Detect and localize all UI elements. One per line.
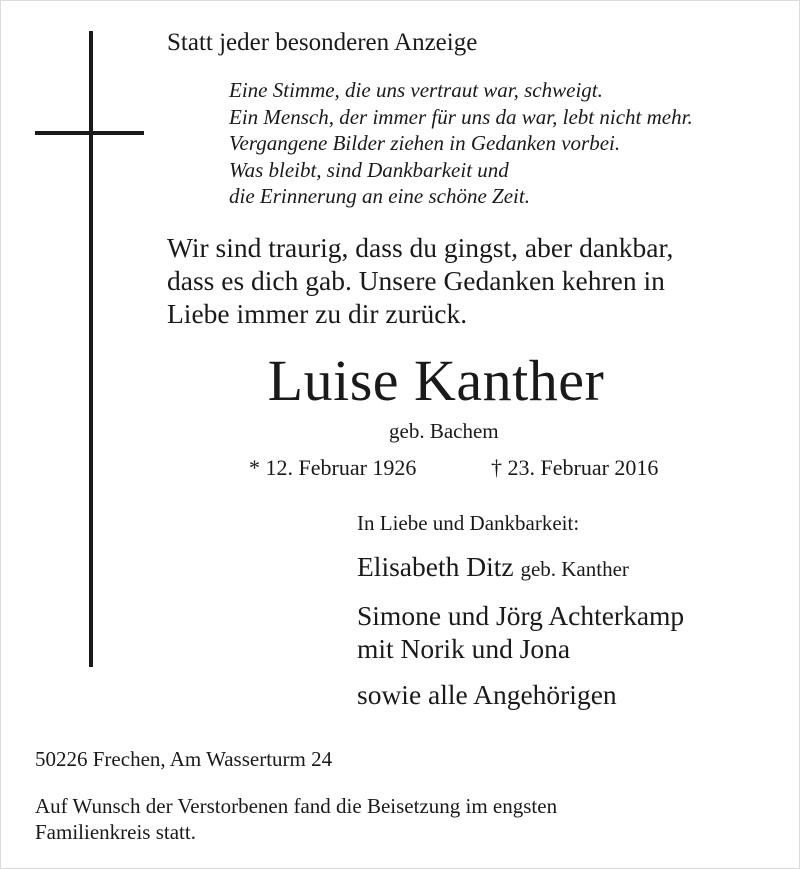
- notice-heading: Statt jeder besonderen Anzeige: [167, 29, 478, 56]
- message-line: Liebe immer zu dir zurück.: [167, 298, 468, 329]
- poem-line: Ein Mensch, der immer für uns da war, lebt nicht mehr.: [229, 104, 693, 129]
- poem-line: Was bleibt, sind Dankbarkeit und: [229, 157, 509, 182]
- notice-line: Auf Wunsch der Verstorbenen fand die Beisetzung im engsten: [35, 794, 558, 818]
- memorial-poem: [229, 77, 693, 210]
- mourner-simone-joerg: [357, 599, 684, 665]
- burial-notice: [35, 793, 557, 845]
- deceased-name: Luise Kanther: [267, 348, 605, 413]
- mourner-name: Elisabeth Ditz: [357, 551, 514, 582]
- poem-line: Vergangene Bilder ziehen in Gedanken vorbei.: [229, 131, 621, 155]
- cross-icon-crossbar: [35, 131, 144, 135]
- dedication-line: In Liebe und Dankbarkeit:: [357, 511, 580, 535]
- poem-line: die Erinnerung an eine schöne Zeit.: [229, 184, 530, 208]
- poem-line: Eine Stimme, die uns vertraut war, schweigt.: [229, 78, 603, 102]
- birth-date: * 12. Februar 1926: [249, 455, 417, 480]
- address-line: 50226 Frechen, Am Wasserturm 24: [35, 747, 333, 771]
- mourner-line: Simone und Jörg Achterkamp: [357, 600, 685, 631]
- notice-line: Familienkreis statt.: [35, 820, 196, 844]
- mourner-note: geb. Kanther: [520, 557, 629, 581]
- farewell-message: [167, 231, 673, 330]
- mourner-line: mit Norik und Jona: [357, 633, 571, 664]
- mourner-elisabeth: [357, 551, 629, 583]
- death-date: † 23. Februar 2016: [491, 455, 659, 480]
- maiden-name: geb. Bachem: [389, 419, 499, 443]
- message-line: dass es dich gab. Unsere Gedanken kehren in: [167, 265, 665, 296]
- message-line: Wir sind traurig, dass du gingst, aber dankbar,: [167, 232, 674, 263]
- mourner-relatives: sowie alle Angehörigen: [357, 679, 617, 710]
